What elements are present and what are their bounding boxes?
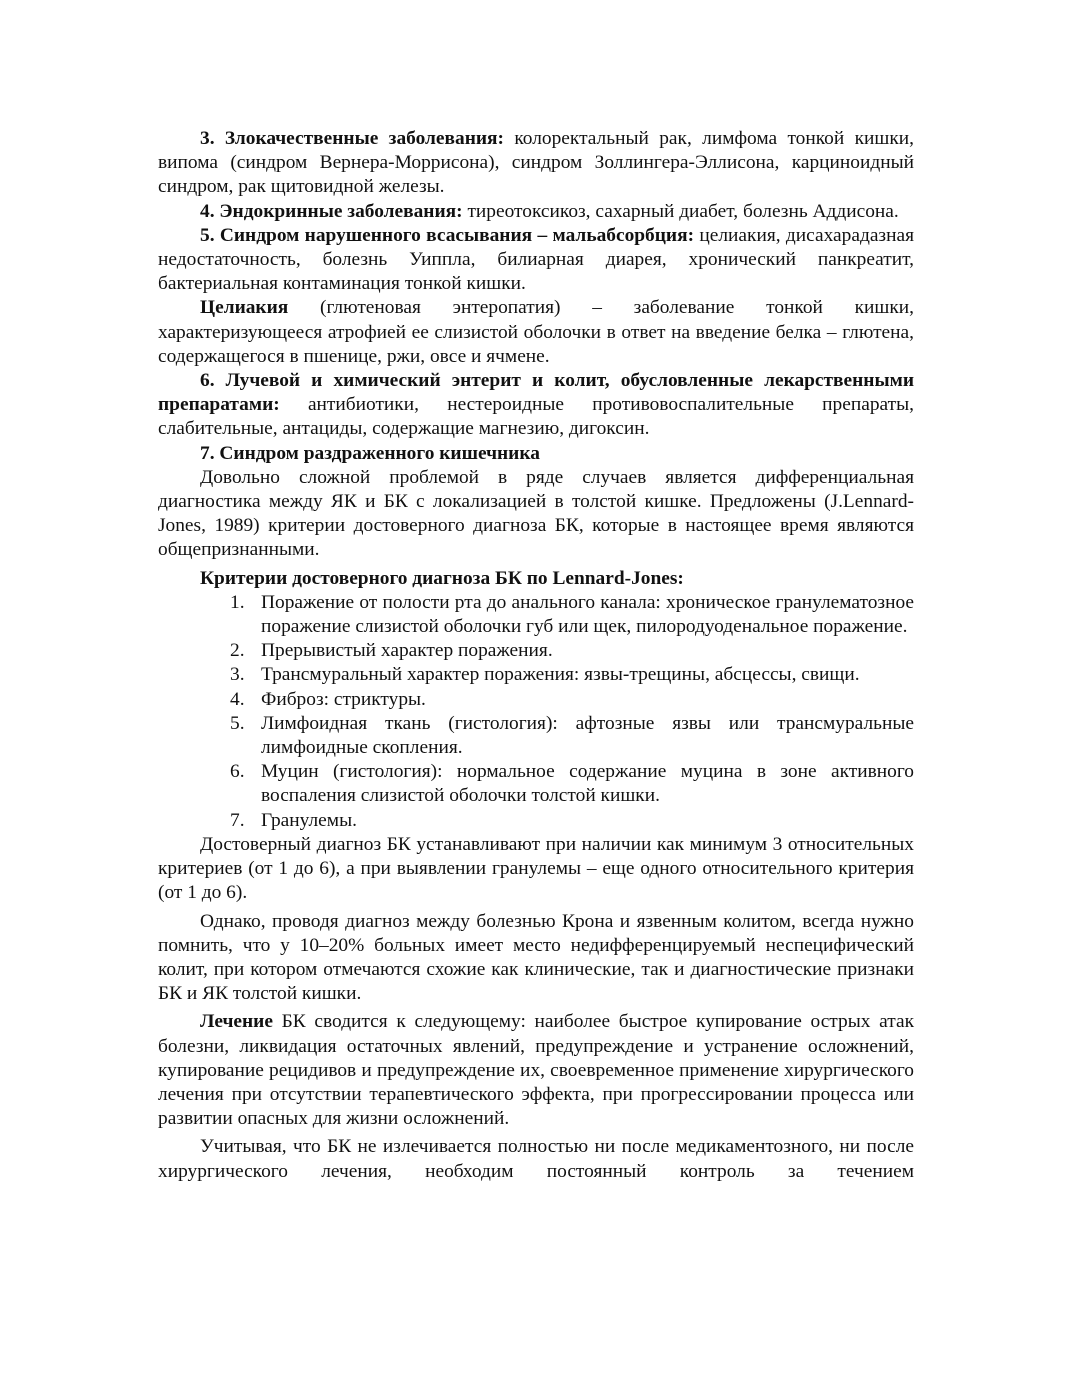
paragraph-reliable-diagnosis: Достоверный диагноз БК устанавливают при наличии как минимум 3 относительных критериев (от 1 до 6), а при выявлении гранулемы – еще одного относительного критерия (от 1 до 6).	[158, 833, 914, 904]
paragraph-however: Однако, проводя диагноз между болезнью Крона и язвенным колитом, всегда нужно помнить, что у 10–20% больных имеет место недифференцируемый неспецифический колит, при котором отмечаются схожие как клинические, так и диагностические признаки БК и ЯК толстой кишки.	[158, 910, 914, 1005]
criteria-list	[158, 591, 914, 833]
list-item-number: 7.	[230, 809, 245, 831]
text-malabsorption: целиакия, дисахарадазная недостаточность, болезнь Уиппла, билиарная диарея, хронический панкреатит, бактериальная контаминация тонкой кишки.	[158, 224, 914, 295]
list-item	[158, 639, 914, 663]
paragraph-celiac	[158, 296, 914, 369]
paragraph-radiation	[158, 369, 914, 442]
heading-ibs: 7. Синдром раздраженного кишечника	[200, 442, 540, 464]
text-celiac: (глютеновая энтеропатия) – заболевание тонкой кишки, характеризующееся атрофией ее слизистой оболочки в ответ на введение белка – глютена, содержащегося в пшенице, ржи, овсе и ячмене.	[158, 297, 914, 367]
heading-celiac: Целиакия	[200, 297, 289, 319]
list-item	[158, 712, 914, 760]
list-item-text: Гранулемы.	[261, 809, 357, 831]
heading-endocrine: 4. Эндокринные заболевания:	[200, 200, 463, 222]
list-item-number: 1.	[230, 591, 245, 613]
list-item	[158, 760, 914, 808]
list-item-text: Фиброз: стриктуры.	[261, 688, 426, 710]
list-item	[158, 663, 914, 687]
heading-malignant: 3. Злокачественные заболевания:	[200, 128, 504, 149]
document-page	[158, 127, 914, 1184]
heading-criteria: Критерии достоверного диагноза БК по Lennard-Jones:	[200, 567, 684, 589]
list-item-text: Трансмуральный характер поражения: язвы-трещины, абсцессы, свищи.	[261, 664, 860, 686]
text-treatment: БК сводится к следующему: наиболее быстрое купирование острых атак болезни, ликвидация остаточных явлений, предупреждение и устранение осложнений, купирование рецидивов и предупреждение их, своевременное применение хирургического лечения при отсутствии терапевтического эффекта, при прогрессировании процесса или развитии опасных для жизни осложнений.	[158, 1011, 914, 1130]
list-item-text: Прерывистый характер поражения.	[261, 640, 553, 662]
list-item-text: Муцин (гистология): нормальное содержание муцина в зоне активного воспаления слизистой оболочки толстой кишки.	[261, 761, 914, 807]
list-item-number: 5.	[230, 712, 245, 734]
paragraph-endocrine	[158, 200, 914, 224]
list-item	[158, 688, 914, 712]
text-radiation: антибиотики, нестероидные противовоспалительные препараты, слабительные, антациды, содержащие магнезию, дигоксин.	[158, 394, 914, 440]
list-item	[158, 591, 914, 639]
text-malignant: колоректальный рак, лимфома тонкой кишки, випома (синдром Вернера-Моррисона), синдром Золлингера-Эллисона, карциноидный синдром, рак щитовидной железы.	[158, 128, 914, 198]
list-item-text: Лимфоидная ткань (гистология): афтозные язвы или трансмуральные лимфоидные скопления.	[261, 712, 914, 759]
paragraph-considering: Учитывая, что БК не излечивается полностью ни после медикаментозного, ни после хирургического лечения, необходим постоянный контроль за течением	[158, 1136, 914, 1182]
list-item-number: 4.	[230, 688, 245, 710]
list-item-text: Поражение от полости рта до анального канала: хроническое гранулематозное поражение слизистой оболочки губ или щек, пилородуоденальное поражение.	[261, 591, 914, 638]
list-item-number: 3.	[230, 664, 245, 686]
list-item-number: 6.	[230, 761, 245, 783]
paragraph-malignant	[158, 127, 914, 200]
paragraph-malabsorption	[158, 224, 914, 297]
paragraph-differential-diagnosis: Довольно сложной проблемой в ряде случаев является дифференциальная диагностика между ЯК и БК с локализацией в толстой кишке. Предложены (J.Lennard-Jones, 1989) критерии достоверного диагноза БК, которые в настоящее время являются общепризнанными.	[158, 466, 914, 561]
heading-treatment: Лечение	[200, 1011, 273, 1033]
paragraph-treatment	[158, 1010, 914, 1131]
text-endocrine: тиреотоксикоз, сахарный диабет, болезнь Аддисона.	[462, 200, 899, 222]
list-item	[158, 809, 914, 833]
heading-malabsorption: 5. Синдром нарушенного всасывания – мальабсорбция:	[200, 224, 695, 246]
heading-radiation: 6. Лучевой и химический энтерит и колит, обусловленные лекарственными препаратами:	[158, 370, 914, 416]
list-item-number: 2.	[230, 640, 245, 662]
paragraph-ibs	[158, 442, 914, 466]
